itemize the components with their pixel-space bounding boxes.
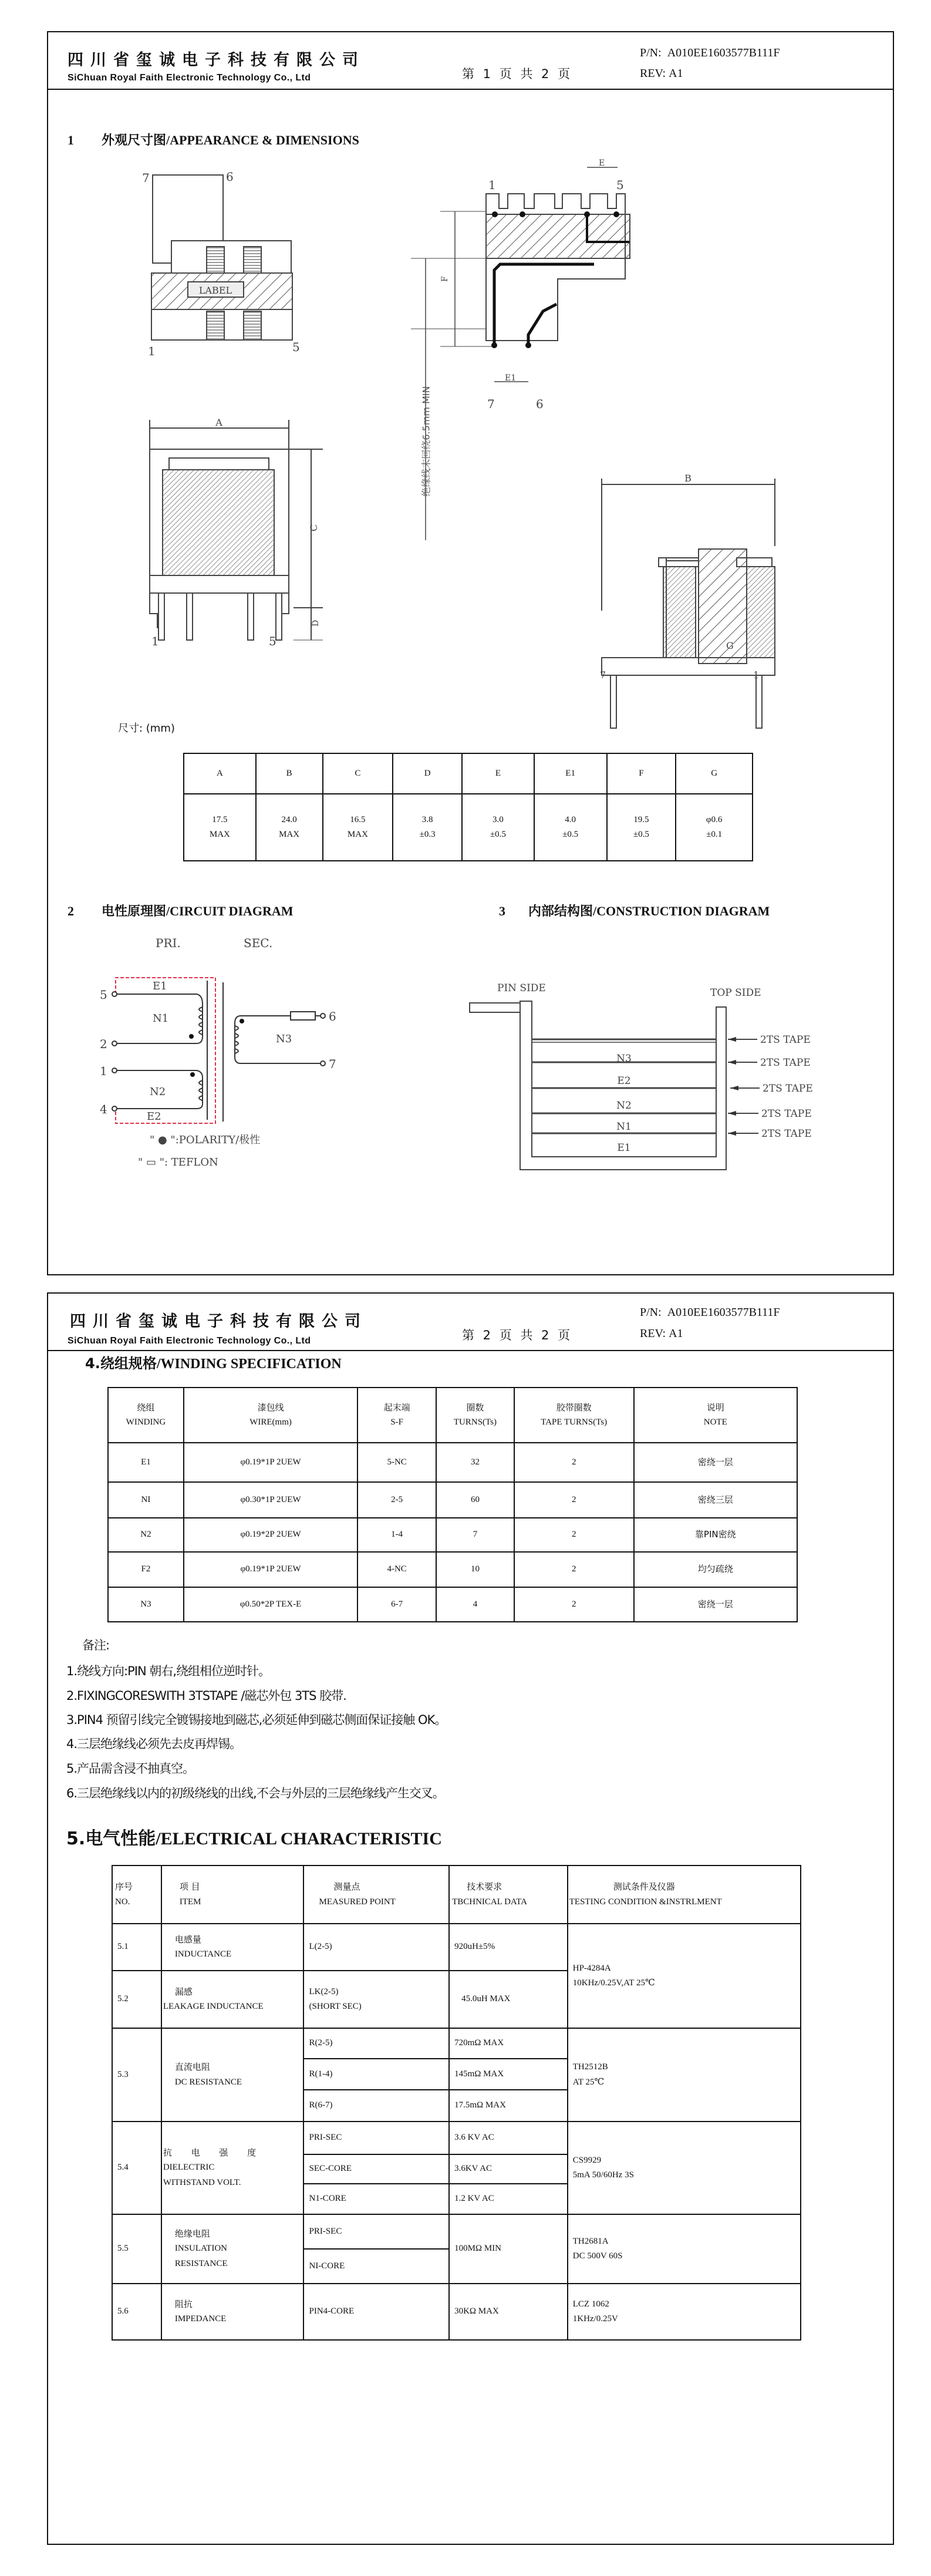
section-3-heading: 3 内部结构图/CONSTRUCTION DIAGRAM [499, 904, 770, 919]
svg-text:N1: N1 [153, 1012, 169, 1025]
profile-dim-g: G [726, 640, 734, 651]
electrical-row-5-5: 5.5 绝缘电阻 INSULATION RESISTANCE PRI-SEC 100MΩ MIN TH2681A DC 500V 60S [112, 2214, 801, 2249]
construction-diagram [470, 975, 834, 1177]
section-1-heading: 1 外观尺寸图/APPEARANCE & DIMENSIONS [68, 133, 359, 148]
svg-text:N2: N2 [150, 1086, 166, 1098]
electrical-table: 序号 NO. 项 目 ITEM 测量点 MEASURED POINT 技术要求 TBCHNICAL DATA 测试条件及仪器 TESTING CONDITION &INSTRLMENT 5.1 电感量 INDUCTANCE L(2-5) 920uH±5% HP-4284A 10KHz/0.25V,AT 25℃ 5.2 漏感 LEAKAGE INDUCTANCE LK(2-5) (SHORT SEC) 45.0uH MAX 5.3 直流电阻 DC RESISTANCE R(2-5) 720mΩ MAX TH2512B AT 25℃ R(1-4) 145mΩ MAX R(6-7) 17.5mΩ MAX 5.4 抗 电 强 度 DIELECTRIC WITHSTAND VOLT. PRI-SEC 3.6 KV AC CS9929 5mA 50/60Hz 3S SEC-CORE 3.6KV AC N1-CORE 1.2 KV AC 5.5 绝缘电阻 INSULATION RESISTANCE PRI-SEC 100MΩ MIN TH2681A DC 500V 60S NI-CORE 5.6 阻抗 IMPEDANCE PIN4-CORE 30KΩ MAX LCZ 1062 1KHz/0.25V [112, 1865, 801, 2341]
winding-row: N2 φ0.19*2P 2UEW 1-4 7 2 靠PIN密绕 [108, 1518, 797, 1552]
svg-text:B: B [684, 473, 691, 484]
front-view-drawing [135, 414, 335, 637]
part-number: P/N: A010EE1603577B111F [640, 46, 780, 59]
electrical-row-5-2: 5.2 漏感 LEAKAGE INDUCTANCE LK(2-5) (SHORT SEC) 45.0uH MAX [112, 1971, 801, 2028]
svg-text:1: 1 [488, 178, 496, 192]
svg-text:A: A [215, 417, 222, 428]
dimension-table [183, 753, 753, 861]
winding-row: NI φ0.30*1P 2UEW 2-5 60 2 密绕三层 [108, 1482, 797, 1518]
header-divider [48, 1350, 893, 1351]
note-item: 2.FIXINGCORESWITH 3TSTAPE /磁芯外包 3TS 胶带. [66, 1689, 346, 1703]
svg-text:1: 1 [100, 1064, 107, 1078]
svg-text:E: E [599, 159, 605, 168]
svg-text:5: 5 [100, 988, 107, 1002]
section-4-heading: 4.绕组规格/WINDING SPECIFICATION [85, 1355, 342, 1372]
note-item: 3.PIN4 预留引线完全镀锡接地到磁芯,必须延伸到磁芯侧面保证接触 OK。 [66, 1713, 447, 1727]
polarity-legend: " ● ":POLARITY/极性 [150, 1134, 261, 1146]
side-view-drawing [411, 159, 675, 429]
note-item: 5.产品需含浸不抽真空。 [66, 1762, 195, 1776]
shield-outline [116, 978, 215, 1123]
pri-label: PRI. [156, 936, 181, 950]
dimension-value-row: 17.5 MAX 24.0 MAX 16.5 MAX 3.8 ±0.3 3.0 ±0.5 4.0 ±0.5 19.5 ±0.5 φ0.6 ±0.1 [184, 794, 753, 861]
svg-text:F: F [440, 276, 450, 282]
company-name-cn: 四川省玺诚电子科技有限公司 [68, 51, 365, 69]
svg-text:4: 4 [100, 1102, 107, 1116]
note-item: 6.三层绝缘线以内的初级绕线的出线,不会与外层的三层绝缘线产生交叉。 [66, 1786, 444, 1800]
winding-spec-table [107, 1387, 798, 1622]
revision: REV: A1 [640, 67, 683, 80]
part-number: P/N: A010EE1603577B111F [640, 1306, 780, 1319]
svg-text:2TS TAPE: 2TS TAPE [760, 1057, 811, 1069]
dimension-unit-label: 尺寸: (mm) [118, 722, 175, 735]
svg-text:5: 5 [616, 178, 624, 192]
circuit-diagram [88, 931, 346, 1177]
electrical-row-5-1: 5.1 电感量 INDUCTANCE L(2-5) 920uH±5% HP-4284A 10KHz/0.25V,AT 25℃ [112, 1924, 801, 1971]
svg-text:6: 6 [536, 397, 544, 411]
svg-text:N3: N3 [616, 1053, 632, 1065]
company-name-cn: 四川省玺诚电子科技有限公司 [70, 1312, 367, 1331]
svg-text:2TS TAPE: 2TS TAPE [760, 1034, 811, 1046]
insulation-note: 绝缘线末回绕6.5mm MIN [420, 386, 432, 497]
svg-text:E2: E2 [147, 1110, 161, 1123]
revision-clipped [639, 1327, 756, 1350]
svg-text:E1: E1 [505, 373, 517, 383]
svg-text:2: 2 [100, 1037, 107, 1051]
electrical-row-5-3: 5.3 直流电阻 DC RESISTANCE R(2-5) 720mΩ MAX TH2512B AT 25℃ [112, 2028, 801, 2059]
svg-text:1: 1 [148, 344, 156, 358]
label-text: LABEL [198, 285, 232, 296]
electrical-row-5-6: 5.6 阻抗 IMPEDANCE PIN4-CORE 30KΩ MAX LCZ 1062 1KHz/0.25V [112, 2284, 801, 2340]
sec-label: SEC. [244, 936, 273, 950]
company-name-en: SiChuan Royal Faith Electronic Technology Co., Ltd [68, 1336, 311, 1346]
winding-row: E1 φ0.19*1P 2UEW 5-NC 32 2 密绕一层 [108, 1443, 797, 1482]
svg-text:2TS TAPE: 2TS TAPE [761, 1128, 812, 1140]
svg-text:6: 6 [329, 1009, 336, 1023]
profile-pin-7: 7 [600, 669, 606, 681]
svg-text:D: D [311, 619, 321, 627]
electrical-row-5-4: 5.4 抗 电 强 度 DIELECTRIC WITHSTAND VOLT. PRI-SEC 3.6 KV AC CS9929 5mA 50/60Hz 3S [112, 2122, 801, 2154]
svg-text:PIN SIDE: PIN SIDE [497, 982, 546, 994]
svg-text:E1: E1 [153, 980, 167, 992]
teflon-legend: " ▭ ": TEFLON [138, 1156, 218, 1169]
profile-pin-1: 1 [753, 669, 760, 681]
profile-view-drawing [593, 470, 792, 687]
page-indicator: 第 2 页 共 2 页 [462, 1328, 573, 1342]
svg-text:E1: E1 [617, 1142, 631, 1154]
svg-text:7: 7 [329, 1057, 336, 1071]
svg-text:2TS TAPE: 2TS TAPE [763, 1083, 813, 1095]
page-indicator: 第 1 页 共 2 页 [462, 67, 573, 81]
note-item: 4.三层绝缘线必须先去皮再焊锡。 [66, 1737, 242, 1751]
svg-text:5: 5 [292, 340, 300, 354]
note-item: 1.绕线方向:PIN 朝右,绕组相位逆时针。 [66, 1664, 271, 1678]
dimension-header-row: A B C D E E1 F G [184, 753, 753, 794]
top-view-drawing [135, 164, 323, 388]
svg-text:N2: N2 [616, 1100, 632, 1112]
front-pin-5: 5 [269, 634, 276, 648]
section-2-heading: 2 电性原理图/CIRCUIT DIAGRAM [68, 904, 294, 919]
svg-text:6: 6 [226, 170, 234, 184]
svg-text:7: 7 [487, 397, 495, 411]
svg-text:C: C [308, 524, 319, 531]
section-5-heading: 5.电气性能/ELECTRICAL CHARACTERISTIC [66, 1829, 442, 1849]
header-divider [48, 89, 893, 90]
svg-text:7: 7 [142, 171, 150, 185]
front-pin-1: 1 [151, 634, 159, 648]
svg-text:2TS TAPE: 2TS TAPE [761, 1108, 812, 1120]
electrical-header-row: 序号 NO. 项 目 ITEM 测量点 MEASURED POINT 技术要求 TBCHNICAL DATA 测试条件及仪器 TESTING CONDITION &INSTRLMENT [112, 1866, 801, 1924]
revision: REV: A1 [640, 1327, 683, 1340]
svg-text:N3: N3 [276, 1033, 292, 1045]
winding-header-row: 绕组 WINDING 漆包线 WIRE(mm) 起末端 S-F 圈数 TURNS(Ts) 胶带圈数 TAPE TURNS(Ts) 说明 NOTE [108, 1388, 797, 1443]
winding-row: F2 φ0.19*1P 2UEW 4-NC 10 2 均匀疏绕 [108, 1552, 797, 1587]
svg-text:E2: E2 [617, 1075, 631, 1087]
svg-text:N1: N1 [616, 1121, 632, 1133]
winding-row: N3 φ0.50*2P TEX-E 6-7 4 2 密绕一层 [108, 1587, 797, 1622]
notes-title: 备注: [82, 1638, 110, 1652]
company-name-en: SiChuan Royal Faith Electronic Technology Co., Ltd [68, 73, 311, 83]
svg-text:TOP SIDE: TOP SIDE [710, 987, 761, 999]
